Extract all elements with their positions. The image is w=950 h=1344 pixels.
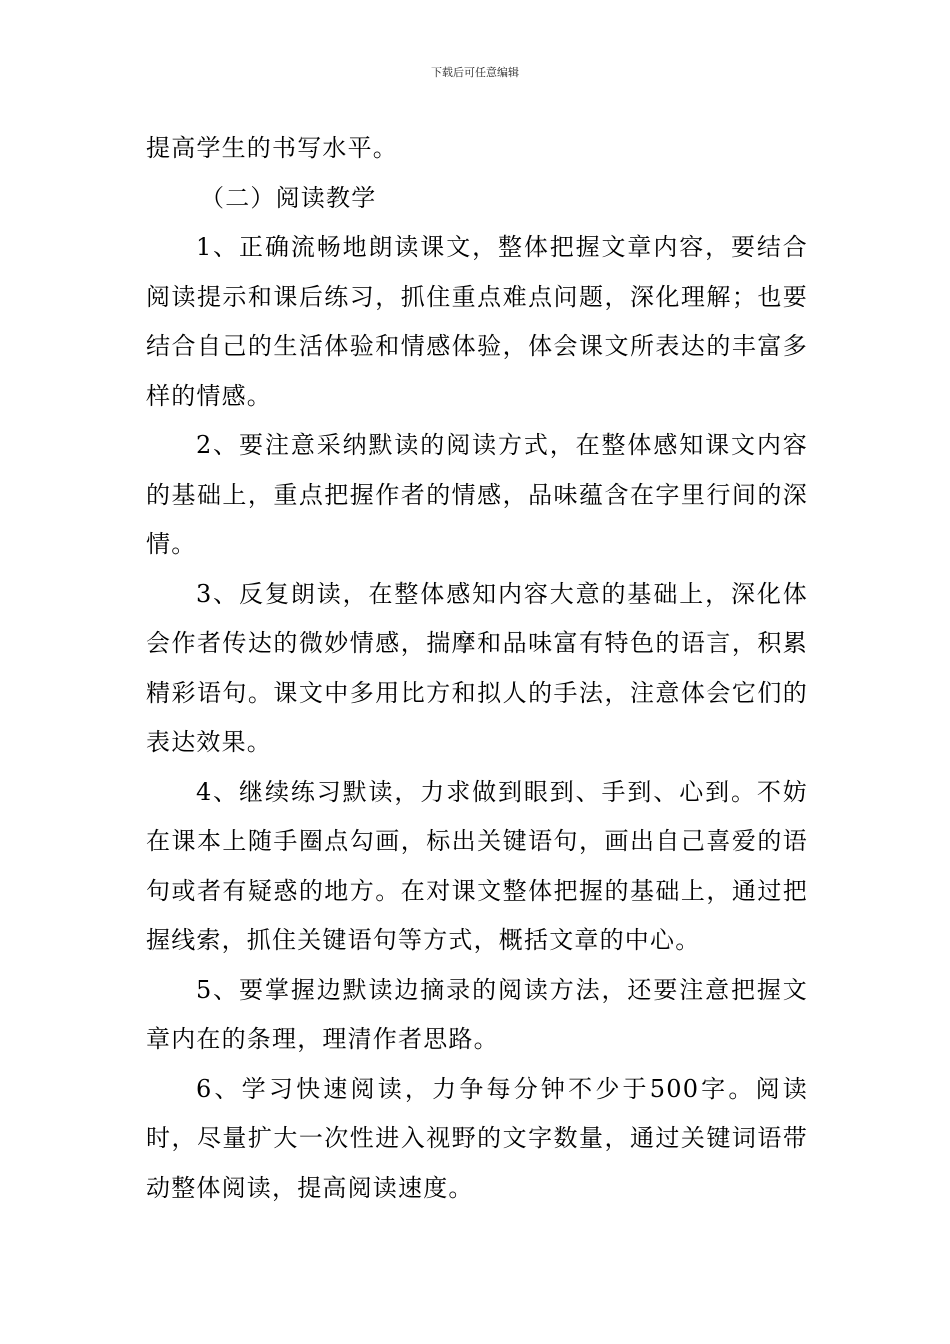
paragraph-item-4: 4、继续练习默读，力求做到眼到、手到、心到。不妨在课本上随手圈点勾画，标出关键语句，画出自己喜爱的语句或者有疑惑的地方。在对课文整体把握的基础上，通过把握线索，抓住关键语句等方式，概括文章的中心。 <box>146 777 808 954</box>
page-header: 下载后可任意编辑 <box>431 66 519 79</box>
paragraph-item-3: 3、反复朗读，在整体感知内容大意的基础上，深化体会作者传达的微妙情感，揣摩和品味富有特色的语言，积累精彩语句。课文中多用比方和拟人的手法，注意体会它们的表达效果。 <box>146 579 808 756</box>
paragraph-item-5: 5、要掌握边默读边摘录的阅读方法，还要注意把握文章内在的条理，理清作者思路。 <box>146 975 808 1053</box>
paragraph-item-1: 1、正确流畅地朗读课文，整体把握文章内容，要结合阅读提示和课后练习，抓住重点难点问题，深化理解；也要结合自己的生活体验和情感体验，体会课文所表达的丰富多样的情感。 <box>146 233 808 410</box>
section-heading: （二）阅读教学 <box>200 183 377 212</box>
paragraph-continuation: 提高学生的书写水平。 <box>146 134 398 162</box>
document-body <box>146 124 808 1213</box>
paragraph-item-2: 2、要注意采纳默读的阅读方式，在整体感知课文内容的基础上，重点把握作者的情感，品味蕴含在字里行间的深情。 <box>146 431 808 558</box>
paragraph-item-6: 6、学习快速阅读，力争每分钟不少于500字。阅读时，尽量扩大一次性进入视野的文字数量，通过关键词语带动整体阅读，提高阅读速度。 <box>146 1074 808 1202</box>
